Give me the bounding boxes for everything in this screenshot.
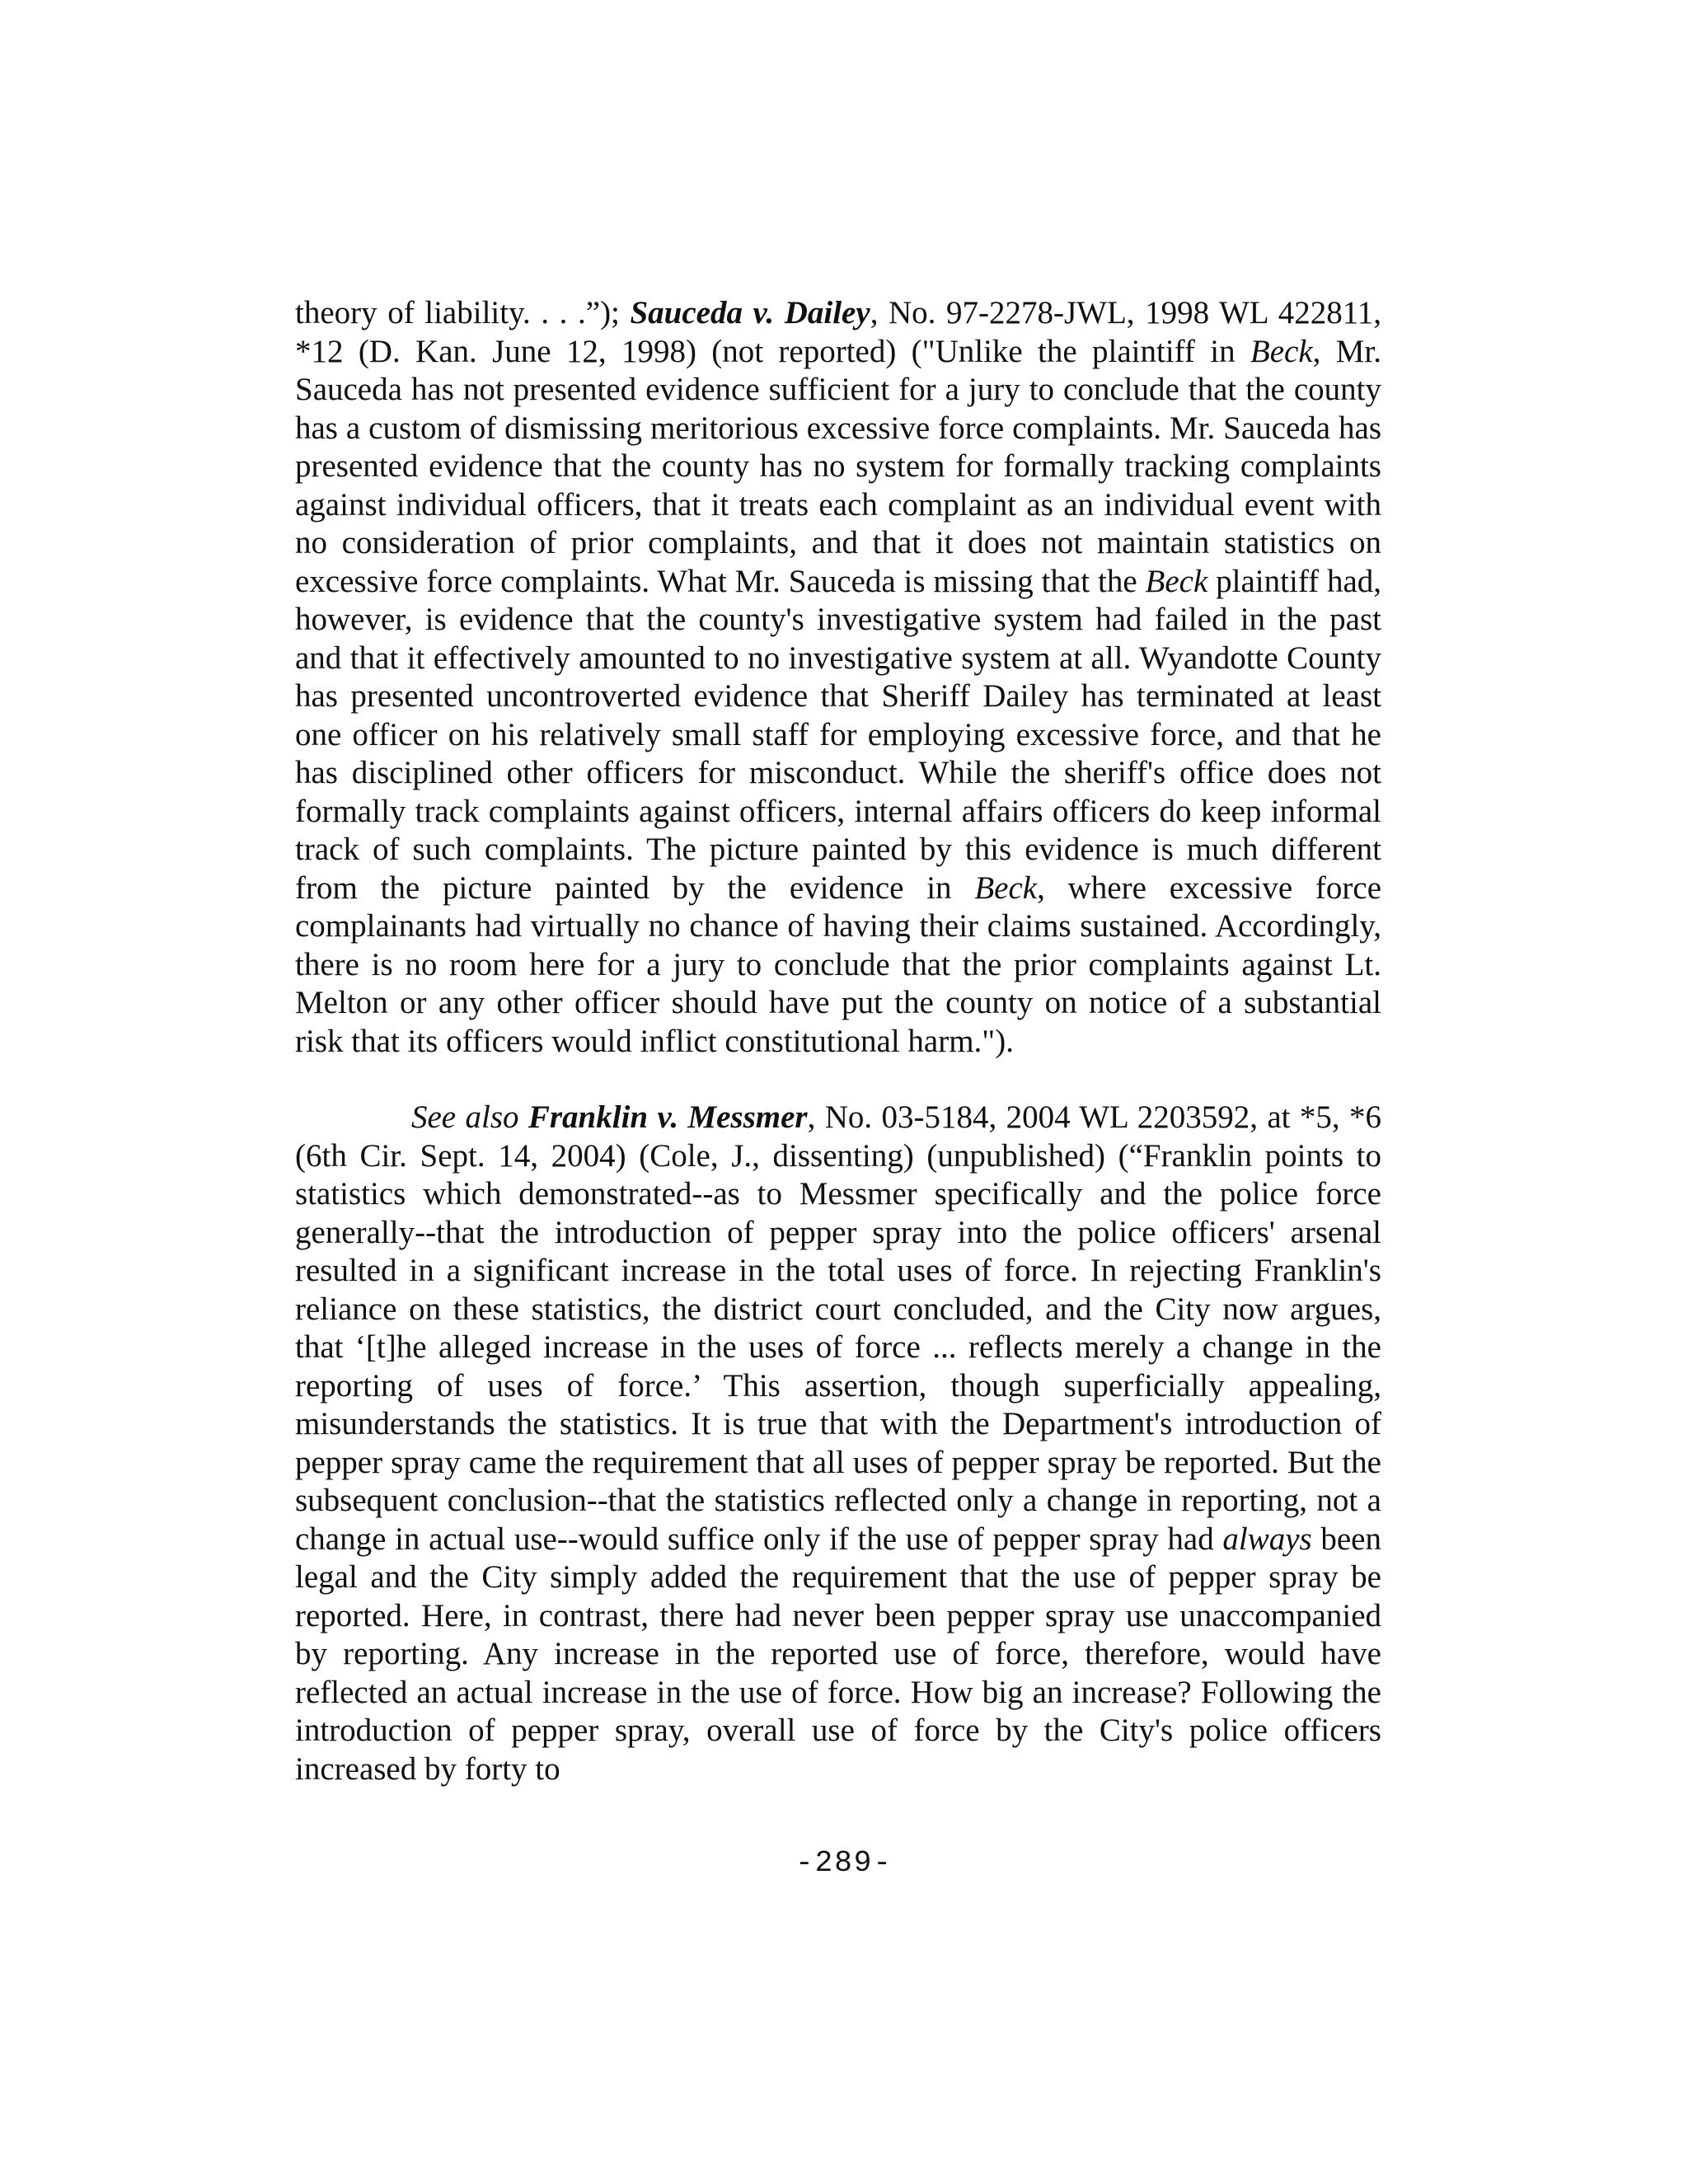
case-reference-beck: Beck	[1250, 333, 1313, 369]
text-run: plaintiff had, however, is evidence that the county's investigative system had failed in the past and that it effectively amounted to no investigative system at all. Wyandotte County has presented uncontroverted evidence that Sheriff Dailey has terminated at least one officer on his relatively small staff for employing excessive force, and that he has disciplined other officers for misconduct. While the sheriff's office does not formally track complaints against officers, internal affairs officers do keep informal track of such complaints. The picture painted by this evidence is much different from the picture painted by the evidence in	[295, 563, 1382, 906]
text-run: been legal and the City simply added the requirement that the use of pepper spray be reported. Here, in contrast, there had never been pepper spray use unaccompanied by reporting. Any increase in the reported use of force, therefore, would have reflected an actual increase in the use of force. How big an increase? Following the introduction of pepper spray, overall use of force by the City's police officers increased by forty to	[295, 1521, 1381, 1787]
paragraph-sauceda-quote	[295, 294, 1381, 1061]
text-run: , No. 03-5184, 2004 WL 2203592, at *5, *6 (6th Cir. Sept. 14, 2004) (Cole, J., dissenting) (unpublished) (“Franklin points to statistics which demonstrated--as to Messmer specifically and the police force generally--that the introduction of pepper spray into the police officers' arsenal resulted in a significant increase in the total uses of force. In rejecting Franklin's reliance on these statistics, the district court concluded, and the City now argues, that ‘[t]he alleged increase in the uses of force ... reflects merely a change in the reporting of uses of force.’ This assertion, though superficially appealing, misunderstands the statistics. It is true that with the Department's introduction of pepper spray came the requirement that all uses of pepper spray be reported. But the subsequent conclusion--that the statistics reflected only a change in reporting, not a change in actual use--would suffice only if the use of pepper spray had	[295, 1099, 1381, 1557]
case-reference-beck: Beck	[974, 869, 1038, 906]
text-run	[519, 1099, 528, 1135]
page-number: -289-	[795, 1846, 893, 1880]
case-reference-beck: Beck	[1145, 563, 1208, 599]
text-run: , where excessive force complainants had virtually no chance of having their claims sustained. Accordingly, there is no room here for a jury to conclude that the prior complaints against Lt. Melton or any other officer should have put the county on notice of a substantial risk that its officers would inflict constitutional harm.").	[295, 869, 1381, 1059]
document-body	[295, 294, 1381, 1788]
paragraph-franklin-quote	[295, 1099, 1381, 1788]
text-run: theory of liability. . . .”);	[295, 295, 631, 330]
emphasis-always: always	[1222, 1521, 1312, 1557]
signal-see-also: See also	[411, 1099, 519, 1135]
case-name-franklin-v-messmer: Franklin v. Messmer	[528, 1099, 808, 1135]
text-run: , No. 97-2278-JWL, 1998 WL 422811, *12 (D. Kan. June 12, 1998) (not reported) ("Unlike the plaintiff in	[295, 295, 1382, 369]
case-name-sauceda-v-dailey: Sauceda v. Dailey	[630, 295, 870, 330]
text-run: , Mr. Sauceda has not presented evidence sufficient for a jury to conclude that the county has a custom of dismissing meritorious excessive force complaints. Mr. Sauceda has presented evidence that the county has no system for formally tracking complaints against individual officers, that it treats each complaint as an individual event with no consideration of prior complaints, and that it does not maintain statistics on excessive force complaints. What Mr. Sauceda is missing that the	[295, 333, 1382, 599]
